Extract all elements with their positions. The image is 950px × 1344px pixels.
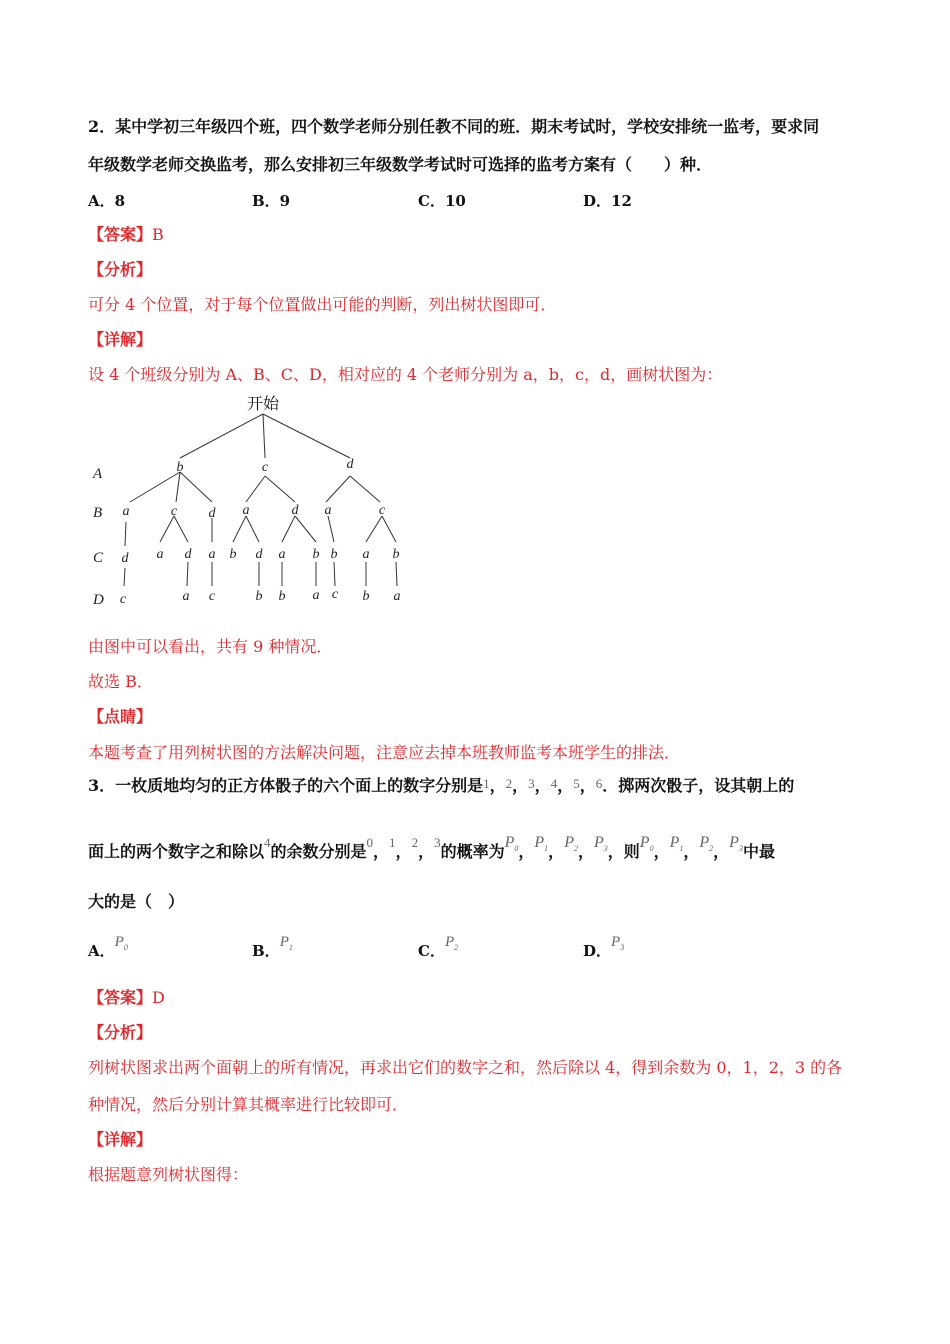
divisor: 4 xyxy=(264,835,271,850)
tree-node: a xyxy=(182,589,190,604)
tree-node: a xyxy=(362,547,370,562)
tree-node: a xyxy=(312,588,320,603)
tree-level2 xyxy=(123,503,386,521)
q2-conclusion2: 故选 B． xyxy=(88,672,153,691)
tree-node: a xyxy=(208,547,216,562)
tree-node: a xyxy=(122,504,130,519)
q2-line1: 2．某中学初三年级四个班，四个数学老师分别任教不同的班．期末考试时，学校安排统一监考，要求同 xyxy=(88,117,820,136)
tree-root: 开始 xyxy=(246,396,280,413)
prob-p1: $P_1$ xyxy=(669,834,684,854)
face-value: 3 xyxy=(528,776,535,791)
face-value: 5 xyxy=(573,776,580,791)
answer-tag: 【答案】 xyxy=(88,225,153,244)
tree-node: b xyxy=(362,589,370,604)
remainder: 3 xyxy=(434,835,441,850)
answer-value: B xyxy=(152,225,164,244)
tree-level4 xyxy=(120,587,401,607)
q2-detail-tag: 【详解】 xyxy=(88,330,153,349)
prob-p0: $P_0$ xyxy=(639,834,654,854)
row-label-c: C xyxy=(93,550,104,566)
q2-answer xyxy=(88,225,164,245)
tree-node: d xyxy=(208,506,216,521)
tree-node: b xyxy=(229,547,237,562)
q2-option-c: C．10 xyxy=(418,192,466,210)
q3-line3: 大的是（ ） xyxy=(88,892,185,911)
q3-line1: 3．一枚质地均匀的正方体骰子的六个面上的数字分别是1，2，3，4，5，6．掷两次骰子，设其朝上的 xyxy=(88,776,795,795)
q3-option-a: A．$P_0$ xyxy=(88,934,128,960)
tree-node: b xyxy=(312,547,320,562)
tree-node: c xyxy=(208,589,216,604)
q2-option-b: B．9 xyxy=(252,192,291,210)
remainder: 0 xyxy=(366,835,374,850)
tree-node: c xyxy=(170,504,178,519)
q3-answer xyxy=(88,988,165,1008)
q2-analysis-tag: 【分析】 xyxy=(88,260,153,279)
q3-analysis1: 列树状图求出两个面朝上的所有情况，再求出它们的数字之和，然后除以 4，得到余数为 0，1，2，3 的各 xyxy=(88,1058,843,1077)
row-label-b: B xyxy=(93,505,103,521)
tree-node: d xyxy=(184,547,192,562)
q2-comment-tag: 【点睛】 xyxy=(88,707,153,726)
tree-level3 xyxy=(122,547,400,566)
prob-p3: $P_3$ xyxy=(729,834,743,854)
tree-diagram xyxy=(88,390,418,612)
prob-p2: $P_2$ xyxy=(564,834,578,854)
tree-node: d xyxy=(346,457,354,472)
q3-detail: 根据题意列树状图得： xyxy=(88,1165,249,1184)
face-value: 4 xyxy=(550,776,558,791)
q2-conclusion1: 由图中可以看出，共有 9 种情况． xyxy=(88,637,333,656)
q3-analysis-tag: 【分析】 xyxy=(88,1023,153,1042)
tree-level1 xyxy=(177,457,355,475)
tree-node: b xyxy=(278,589,286,604)
tree-node: c xyxy=(261,460,269,475)
q3-detail-tag: 【详解】 xyxy=(88,1130,153,1149)
prob-p1: $P_1$ xyxy=(534,834,549,854)
q2-detail: 设 4 个班级分别为 A、B、C、D，相对应的 4 个老师分别为 a，b，c，d，画树状图为： xyxy=(88,365,723,384)
tree-node: a xyxy=(278,547,286,562)
tree-node: a xyxy=(156,547,164,562)
q2-analysis: 可分 4 个位置，对于每个位置做出可能的判断，列出树状图即可． xyxy=(88,295,557,314)
tree-node: b xyxy=(330,547,338,562)
tree-node: c xyxy=(119,592,127,607)
tree-node: c xyxy=(378,503,386,518)
tree-node: d xyxy=(291,503,299,518)
tree-node: a xyxy=(324,503,332,518)
tree-node: b xyxy=(176,460,184,475)
q3-line2: 面上的两个数字之和除以$^4$的余数分别是$^0$，$^1$，$^2$，$^3$的概率为$P_0$，$P_1$，$P_2$，$P_3$，则$P_0$，$P_1$，$P_2$，$P_3$中最 xyxy=(88,834,775,861)
row-label-a: A xyxy=(93,466,103,482)
prob-p2: $P_2$ xyxy=(699,834,714,854)
q2-option-d: D．12 xyxy=(583,192,632,210)
tree-node: b xyxy=(392,547,400,562)
tree-node: a xyxy=(242,503,250,518)
remainder: 2 xyxy=(411,835,419,850)
q3-option-b: B．$P_1$ xyxy=(252,934,293,960)
q3-option-c: C．$P_2$ xyxy=(418,934,459,960)
tree-node: a xyxy=(393,589,401,604)
tree-row-labels xyxy=(92,466,104,608)
face-value: 1 xyxy=(483,776,490,791)
answer-value: D xyxy=(152,988,165,1007)
face-value: 6 xyxy=(595,776,603,791)
tree-node: d xyxy=(255,547,263,562)
tree-node: b xyxy=(255,589,263,604)
q3-analysis2: 种情况，然后分别计算其概率进行比较即可． xyxy=(88,1095,409,1114)
q2-option-a: A．8 xyxy=(88,192,126,210)
face-value: 2 xyxy=(505,776,513,791)
row-label-d: D xyxy=(93,592,104,608)
tree-node: c xyxy=(331,587,339,602)
prob-p3: $P_3$ xyxy=(593,834,608,854)
tree-node: d xyxy=(121,551,129,566)
q2-comment: 本题考查了用列树状图的方法解决问题，注意应去掉本班教师监考本班学生的排法． xyxy=(88,743,681,762)
remainder: 1 xyxy=(389,835,396,850)
q2-line2: 年级数学老师交换监考，那么安排初三年级数学考试时可选择的监考方案有（ ）种． xyxy=(88,155,713,174)
answer-tag: 【答案】 xyxy=(88,988,153,1007)
prob-p0: $P_0$ xyxy=(504,834,519,854)
q3-option-d: D．$P_3$ xyxy=(583,934,625,960)
